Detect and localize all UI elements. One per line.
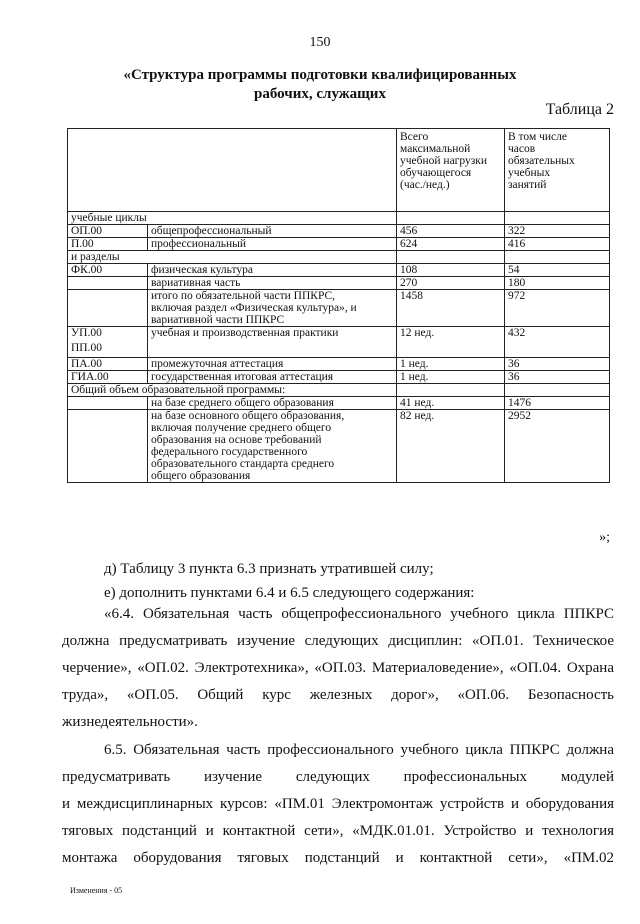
table-row (68, 251, 610, 264)
cell-line: итого по обязательной части ППКРС, (151, 290, 336, 302)
title-line-1: «Структура программы подготовки квалифицированных (123, 67, 517, 83)
row-mandatory: 36 (505, 358, 610, 371)
row-name: профессиональный (148, 238, 397, 251)
table-row (68, 212, 610, 225)
empty-cell (68, 397, 148, 410)
section-label: учебные циклы (68, 212, 397, 225)
table-label: Таблица 2 (545, 101, 614, 118)
header-text: обязательных (508, 155, 575, 167)
paragraph-6-5 (62, 737, 614, 872)
header-text: занятий (508, 179, 547, 191)
table-row (68, 238, 610, 251)
row-total: 12 нед. (397, 327, 505, 358)
header-text: обучающегося (400, 167, 472, 179)
row-total: 41 нед. (397, 397, 505, 410)
row-total: 82 нед. (397, 410, 505, 483)
row-mandatory: 180 (505, 277, 610, 290)
row-mandatory: 2952 (505, 410, 610, 483)
cell-line: образовательного стандарта среднего (151, 458, 335, 470)
text-line: черчение», «ОП.02. Электротехника», «ОП.03. Материаловедение», «ОП.04. Охрана (62, 660, 614, 676)
header-mandatory-hours (505, 129, 610, 212)
page-number: 150 (309, 35, 331, 50)
text-line: тяговых подстанций и контактной сети», «МДК.01.01. Устройство и технология (62, 823, 614, 839)
closing-quote: »; (599, 530, 610, 545)
row-name: физическая культура (148, 264, 397, 277)
header-text: В том числе (508, 131, 567, 143)
row-name (148, 290, 397, 327)
row-name: учебная и производственная практики (148, 327, 397, 358)
header-text: часов (508, 143, 536, 155)
paragraph-d: д) Таблицу 3 пункта 6.3 признать утратившей силу; (104, 561, 434, 577)
paragraph-e: е) дополнить пунктами 6.4 и 6.5 следующего содержания: (104, 585, 475, 601)
row-name (148, 410, 397, 483)
row-total: 624 (397, 238, 505, 251)
title-line-2: рабочих, служащих (254, 86, 386, 102)
document-title (100, 66, 540, 104)
table-row (68, 290, 610, 327)
row-total: 1458 (397, 290, 505, 327)
row-total: 108 (397, 264, 505, 277)
row-code: ПА.00 (68, 358, 148, 371)
header-text: Всего (400, 131, 429, 143)
header-total-load (397, 129, 505, 212)
row-mandatory: 416 (505, 238, 610, 251)
cell-line: вариативной части ППКРС (151, 314, 285, 326)
empty-cell (68, 290, 148, 327)
row-code: ГИА.00 (68, 371, 148, 384)
section-label: и разделы (68, 251, 397, 264)
page-footer: Изменения - 05 (70, 886, 123, 895)
header-text: учебных (508, 167, 551, 179)
header-text: максимальной (400, 143, 471, 155)
row-code: ФК.00 (68, 264, 148, 277)
cell-line: на базе основного общего образования, (151, 410, 345, 422)
row-name: на базе среднего общего образования (148, 397, 397, 410)
table-row (68, 384, 610, 397)
table-row (68, 225, 610, 238)
row-name: вариативная часть (148, 277, 397, 290)
table-row (68, 327, 610, 358)
table-row (68, 264, 610, 277)
row-code: П.00 (68, 238, 148, 251)
empty-cell (68, 277, 148, 290)
cell-line: ПП.00 (71, 342, 102, 354)
row-mandatory: 1476 (505, 397, 610, 410)
row-name: государственная итоговая аттестация (148, 371, 397, 384)
text-line: жизнедеятельности». (62, 714, 198, 730)
cell-line: общего образования (151, 470, 251, 482)
row-total: 270 (397, 277, 505, 290)
text-line: должна предусматривать изучение следующих дисциплин: «ОП.01. Техническое (62, 633, 614, 649)
program-structure-table (67, 128, 610, 483)
text-line: предусматривать изучение следующих профессиональных модулей (62, 769, 614, 785)
empty-cell (68, 410, 148, 483)
cell-line: федерального государственного (151, 446, 308, 458)
header-empty-cell (68, 129, 397, 212)
empty-cell (397, 384, 505, 397)
row-code: ОП.00 (68, 225, 148, 238)
paragraph-6-4 (62, 601, 614, 736)
cell-line: образования на основе требований (151, 434, 322, 446)
cell-line: включая получение среднего общего (151, 422, 332, 434)
text-line: 6.5. Обязательная часть профессионального учебного цикла ППКРС должна (104, 742, 614, 758)
empty-cell (505, 251, 610, 264)
row-name: промежуточная аттестация (148, 358, 397, 371)
row-total: 1 нед. (397, 371, 505, 384)
empty-cell (397, 212, 505, 225)
cell-line: включая раздел «Физическая культура», и (151, 302, 357, 314)
row-code (68, 327, 148, 358)
row-mandatory: 322 (505, 225, 610, 238)
row-total: 1 нед. (397, 358, 505, 371)
cell-line: УП.00 (71, 327, 102, 339)
text-line: монтажа оборудования тяговых подстанций и контактной сети», «ПМ.02 (62, 850, 614, 866)
empty-cell (397, 251, 505, 264)
header-text: учебной нагрузки (400, 155, 488, 167)
row-mandatory: 972 (505, 290, 610, 327)
table-row (68, 358, 610, 371)
row-total: 456 (397, 225, 505, 238)
empty-cell (505, 212, 610, 225)
row-mandatory: 36 (505, 371, 610, 384)
header-text: (час./нед.) (400, 179, 450, 191)
table-header-row (68, 129, 610, 212)
table-row (68, 410, 610, 483)
table-row (68, 397, 610, 410)
table-row (68, 277, 610, 290)
row-mandatory: 54 (505, 264, 610, 277)
row-name: общепрофессиональный (148, 225, 397, 238)
text-line: «6.4. Обязательная часть общепрофессионального учебного цикла ППКРС (104, 606, 614, 622)
table-row (68, 371, 610, 384)
section-label: Общий объем образовательной программы: (68, 384, 397, 397)
row-mandatory: 432 (505, 327, 610, 358)
empty-cell (505, 384, 610, 397)
text-line: и междисциплинарных курсов: «ПМ.01 Электромонтаж устройств и оборудования (62, 796, 614, 812)
text-line: труда», «ОП.05. Общий курс железных дорог», «ОП.06. Безопасность (62, 687, 614, 703)
